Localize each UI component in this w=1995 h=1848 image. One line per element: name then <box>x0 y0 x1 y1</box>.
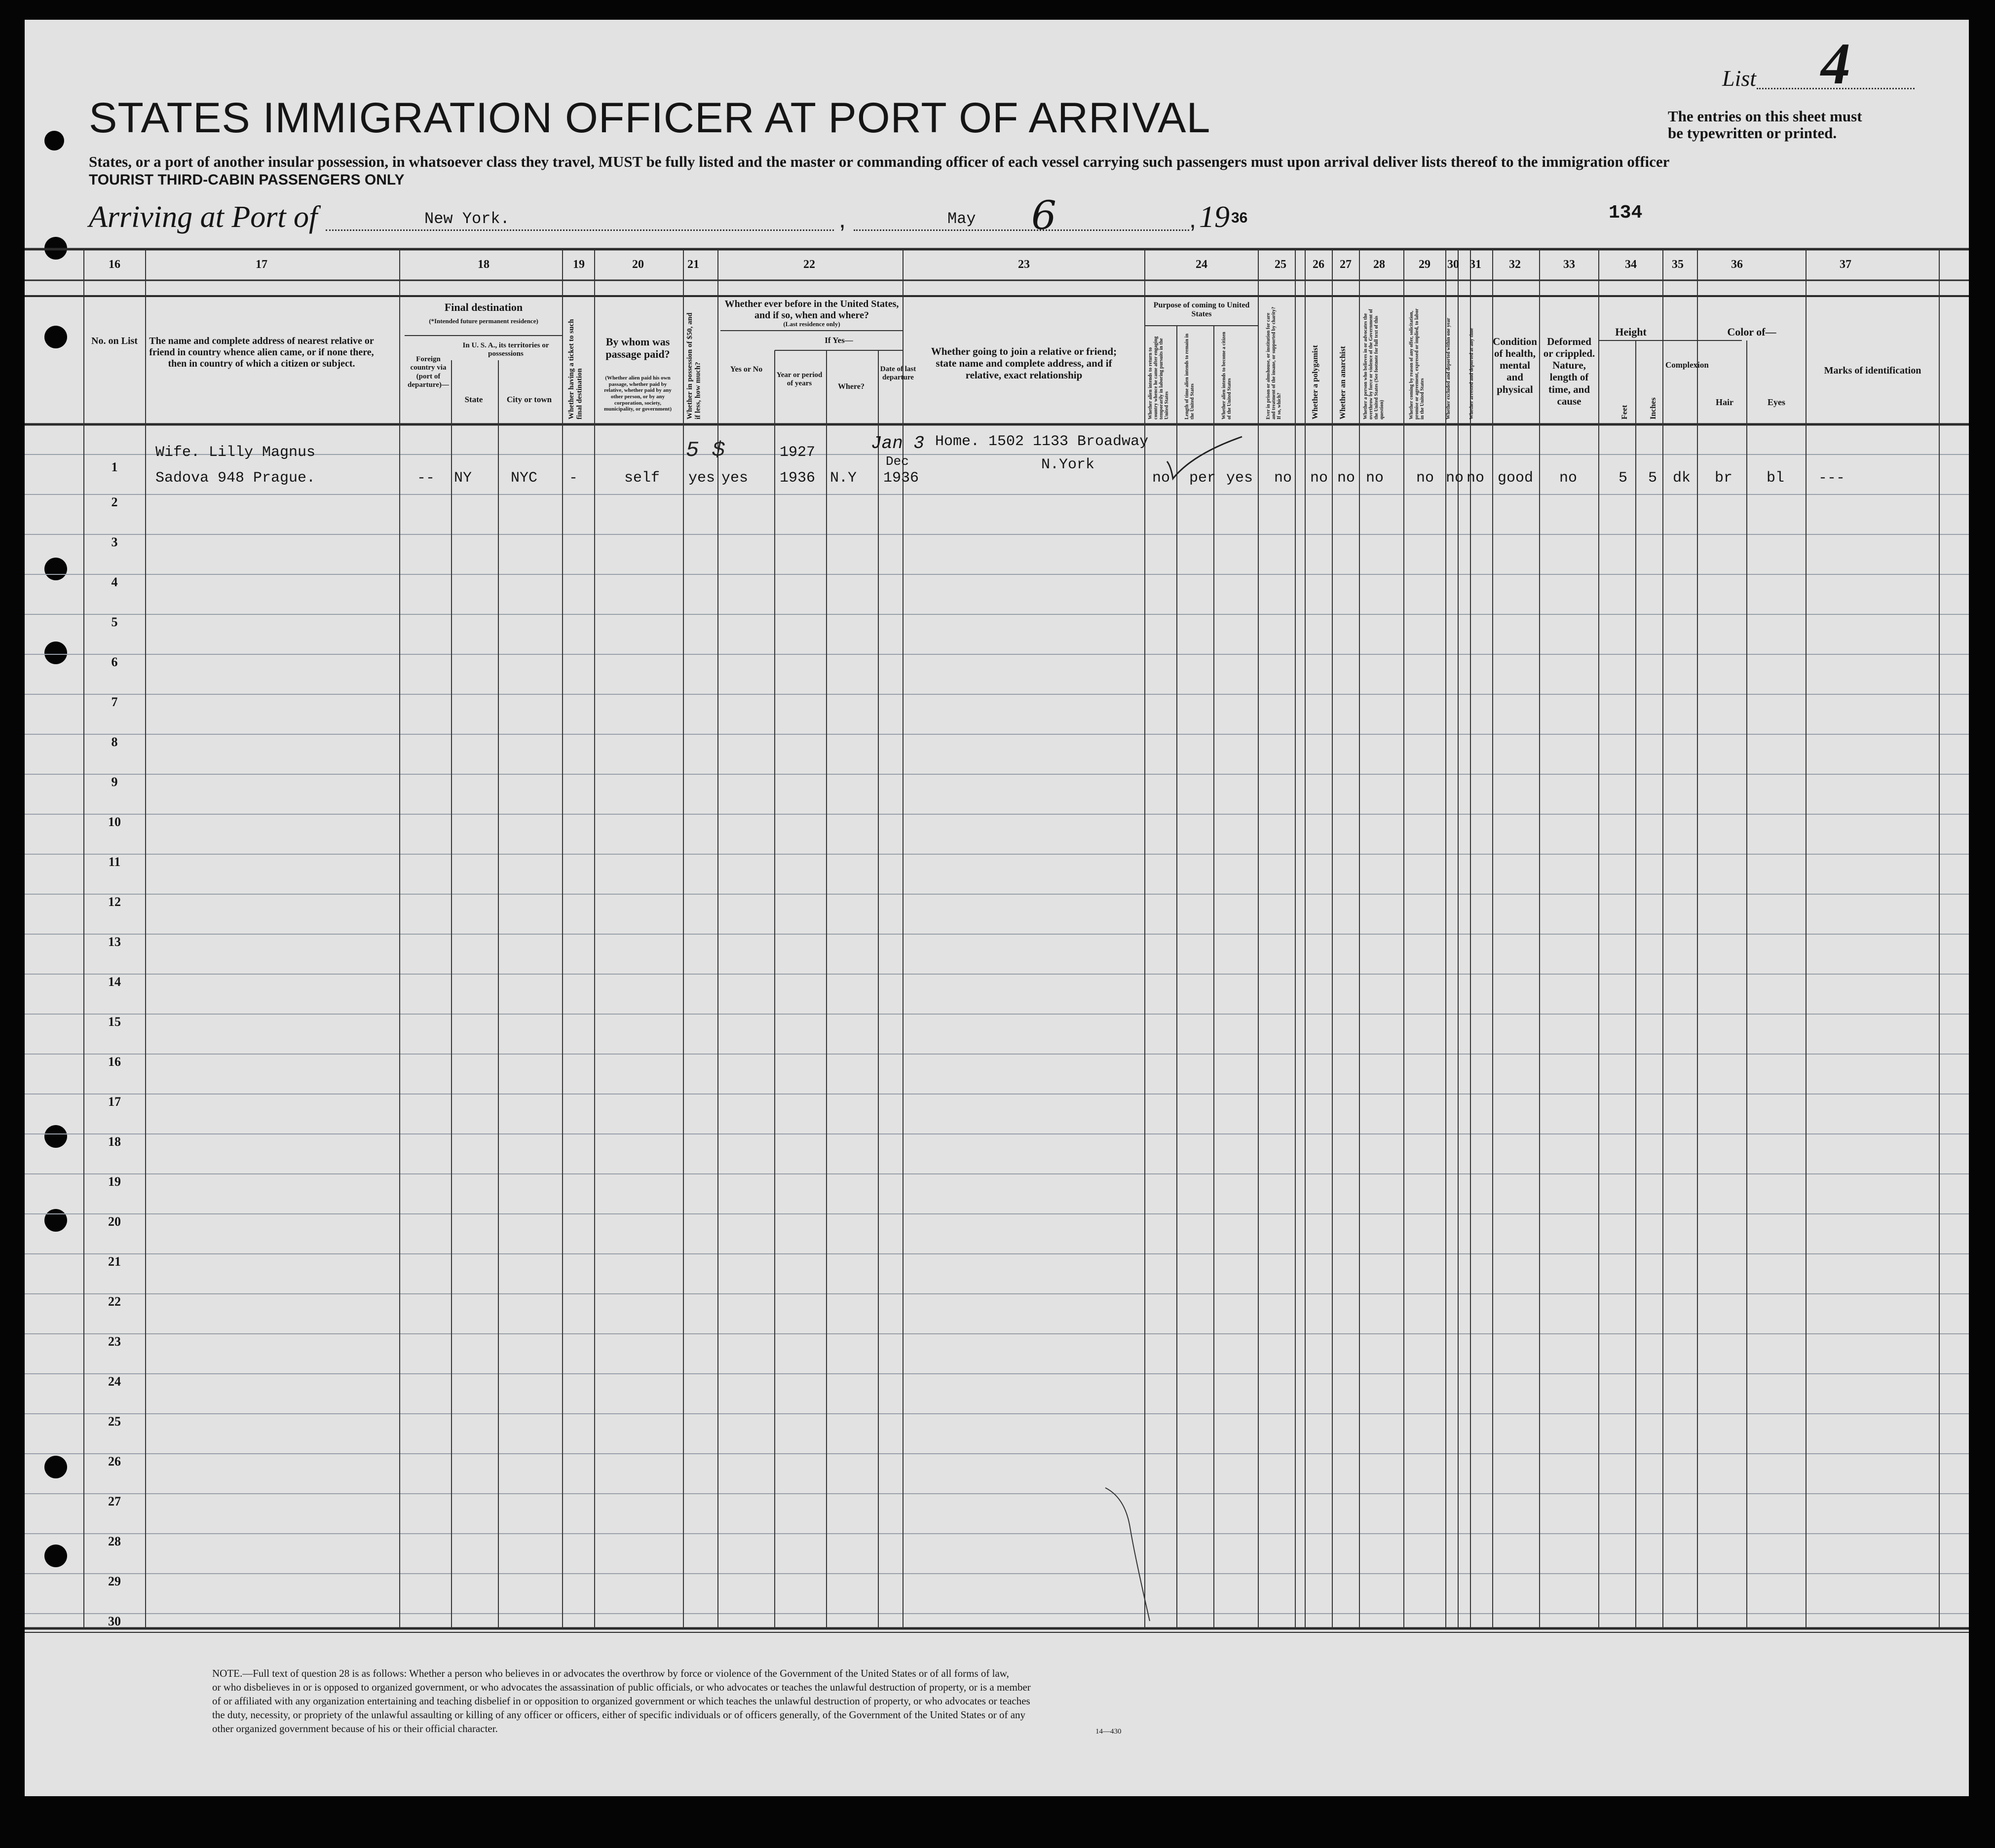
row-number: 21 <box>108 1254 121 1269</box>
row-number: 14 <box>108 975 121 989</box>
header-where: Where? <box>838 382 865 391</box>
eyes-value: bl <box>1767 470 1785 487</box>
row-number: 5 <box>111 615 118 629</box>
sheet-number: 134 <box>1609 202 1643 224</box>
foreign-port-value: -- <box>417 470 435 487</box>
money-handwritten: 5 $ <box>686 438 725 463</box>
row-number: 24 <box>108 1374 121 1389</box>
arrival-day: 6 <box>1031 192 1056 238</box>
header-purpose: Purpose of coming to United States <box>1153 301 1250 319</box>
header-date-last-departure: Date of last departure <box>880 365 916 382</box>
state-value: NY <box>454 470 472 487</box>
column-number: 22 <box>803 258 815 271</box>
row-number: 17 <box>108 1094 121 1109</box>
deformed-value: no <box>1559 470 1578 487</box>
row-number: 15 <box>108 1015 121 1029</box>
row-number: 18 <box>108 1134 121 1149</box>
years-line2: 1936 <box>780 470 816 487</box>
footnote-line: NOTE.—Full text of question 28 is as follows: Whether a person who believes in or advocates the overthrow by force or violence of the Government of the United States or of all forms of law, <box>212 1667 1009 1679</box>
column-number: 30 <box>1447 258 1459 271</box>
header-health: Condition of health, mental and physical <box>1493 336 1537 395</box>
header-overthrow: Whether a person who believes in or advocates the overthrow by force or violence of the Government of the United States (See footnote for full text of this question) <box>1363 309 1385 419</box>
header-arrested: Whether arrested and deported at any time <box>1469 328 1474 419</box>
list-number: 4 <box>1821 31 1850 96</box>
years-line1: 1927 <box>780 444 816 461</box>
header-going-to-join: Whether going to join a relative or friend; state name and complete address, and if relative, exact relationship <box>931 345 1117 381</box>
column-number: 34 <box>1625 258 1637 271</box>
citizen-intent-value: yes <box>1226 470 1253 487</box>
header-if-yes: If Yes— <box>825 336 853 345</box>
header-passage-paid-note: (Whether alien paid his own passage, whether paid by relative, whether paid by any other person, or by any corporation, society, municipality, or government) <box>604 375 672 413</box>
city-value: NYC <box>511 470 538 487</box>
anarchist-value: no <box>1337 470 1355 487</box>
header-inches: Inches <box>1649 397 1657 419</box>
column-number: 29 <box>1419 258 1430 271</box>
row-number: 11 <box>108 855 121 869</box>
relative-address: Sadova 948 Prague. <box>155 470 316 487</box>
column-number: 31 <box>1469 258 1481 271</box>
header-deformed: Deformed or crippled. Nature, length of time, and cause <box>1543 336 1595 407</box>
header-in-usa: In U. S. A., its territories or possessions <box>462 341 549 358</box>
header-nearest-relative: The name and complete address of nearest relative or friend in country whence alien came, or if none there, then in country of which a citizen or subject. <box>149 336 374 369</box>
header-excluded: Whether excluded and deported within one year <box>1446 318 1451 419</box>
header-passage-paid: By whom was passage paid? <box>605 336 670 361</box>
port-name: New York. <box>424 210 510 228</box>
column-number: 25 <box>1275 258 1286 271</box>
row-number: 22 <box>108 1294 121 1309</box>
row-number: 1 <box>111 460 118 474</box>
header-length-of-stay: Length of time alien intends to remain in the United States <box>1184 334 1195 419</box>
relative-name: Wife. Lilly Magnus <box>155 444 316 461</box>
overthrow-value: no <box>1366 470 1384 487</box>
header-citizen-intent: Whether alien intends to become a citizen of the United States <box>1221 332 1232 419</box>
complexion-value: dk <box>1673 470 1691 487</box>
header-final-destination-note: (*Intended future permanent residence) <box>429 317 538 325</box>
row-number: 9 <box>111 775 118 789</box>
row-number: 29 <box>108 1574 121 1588</box>
ticket-value: - <box>569 470 578 487</box>
row-number: 27 <box>108 1494 121 1509</box>
list-label: List <box>1722 66 1757 91</box>
header-height: Height <box>1615 326 1647 338</box>
marks-value: --- <box>1818 470 1845 487</box>
row-number: 19 <box>108 1174 121 1189</box>
header-no-on-list: No. on List <box>91 336 138 346</box>
feet-value: 5 <box>1619 470 1628 487</box>
row-number: 16 <box>108 1055 121 1069</box>
row-number: 4 <box>111 575 118 589</box>
header-color-of: Color of— <box>1727 326 1776 338</box>
row-number: 25 <box>108 1414 121 1429</box>
manifest-grid <box>25 20 1969 1796</box>
header-marks: Marks of identification <box>1824 365 1921 376</box>
header-complexion: Complexion <box>1665 360 1709 370</box>
row-number: 8 <box>111 735 118 749</box>
before-in-us-value: yes <box>721 470 749 487</box>
header-yes-or-no: Yes or No <box>730 365 763 374</box>
column-number: 26 <box>1313 258 1324 271</box>
joining-address: Home. 1502 1133 Broadway <box>935 433 1149 450</box>
check-mark <box>1165 434 1243 484</box>
row-number: 3 <box>111 535 118 549</box>
column-number: 35 <box>1672 258 1684 271</box>
row-number: 30 <box>108 1614 121 1628</box>
manifest-sheet <box>25 20 1969 1796</box>
header-city: City or town <box>506 395 552 404</box>
header-money: Whether in possession of $50, and if less, how much? <box>686 312 702 419</box>
inches-value: 5 <box>1648 470 1657 487</box>
row-number: 26 <box>108 1454 121 1469</box>
header-prison: Ever in prison or almshouse, or institution for care and treatment of the insane, or supported by charity? If so, which? <box>1266 306 1282 419</box>
column-number: 24 <box>1196 258 1207 271</box>
row-number: 13 <box>108 935 121 949</box>
column-number: 19 <box>573 258 585 271</box>
health-value: good <box>1498 470 1534 487</box>
arriving-label: Arriving at Port of <box>89 200 318 234</box>
arrested-value: no <box>1467 470 1485 487</box>
column-number: 17 <box>256 258 267 271</box>
column-number: 37 <box>1840 258 1851 271</box>
comma: , <box>1189 205 1196 233</box>
where-value: N.Y <box>830 470 857 487</box>
row-number: 2 <box>111 495 118 509</box>
column-number: 28 <box>1373 258 1385 271</box>
labor-offer-value: no <box>1416 470 1434 487</box>
header-feet: Feet <box>1620 405 1629 419</box>
header-labor-offer: Whether coming by reason of any offer, solicitation, promise or agreement, expressed or implied, to labor in the United States <box>1409 308 1425 419</box>
column-number: 18 <box>478 258 489 271</box>
footnote-line: the duty, necessity, or propriety of the unlawful assaulting or killing of any officer or officers, either of specific individuals or of officers generally, of the Government of the United States or of any <box>212 1709 1026 1721</box>
passage-paid-value: self <box>624 470 660 487</box>
header-polygamist: Whether a polygamist <box>1311 345 1319 419</box>
footnote-line: or who disbelieves in or is opposed to organized government, or who advocates the assassination of public officials, or who advocates or teaches the unlawful destruction of property, or is a member <box>212 1681 1031 1693</box>
prison-value: no <box>1274 470 1292 487</box>
length-of-stay-value: per <box>1189 470 1216 487</box>
column-number: 23 <box>1018 258 1030 271</box>
arrival-month: May <box>947 210 976 228</box>
column-number: 27 <box>1340 258 1352 271</box>
passenger-class: TOURIST THIRD-CABIN PASSENGERS ONLY <box>89 172 405 188</box>
form-title: STATES IMMIGRATION OFFICER AT PORT OF ARRIVAL <box>89 94 1211 142</box>
departure-line2: Dec <box>886 454 909 469</box>
year-suffix: 36 <box>1231 210 1248 226</box>
header-eyes: Eyes <box>1768 397 1785 407</box>
comma: , <box>839 205 846 233</box>
hair-value: br <box>1715 470 1733 487</box>
row-number: 28 <box>108 1534 121 1548</box>
footnote-line: of or affiliated with any organization entertaining and teaching disbelief in or opposition to organized government or which teaches the unlawful destruction of property, or who advocates or teaches <box>212 1695 1030 1707</box>
return-intent-value: no <box>1152 470 1170 487</box>
column-number: 32 <box>1509 258 1521 271</box>
header-anarchist: Whether an anarchist <box>1339 346 1347 419</box>
instructions-text: States, or a port of another insular possession, in whatsoever class they travel, MUST be fully listed and the master or commanding officer of each vessel carrying such passengers must upon arrival deliver lists thereof to the immigration officer <box>89 153 1670 170</box>
header-final-destination: Final destination <box>444 301 523 313</box>
header-state: State <box>464 395 483 404</box>
row-number: 10 <box>108 815 121 829</box>
year-prefix: 19 <box>1199 200 1230 234</box>
typewritten-notice-line2: be typewritten or printed. <box>1668 124 1837 142</box>
excluded-value: no <box>1446 470 1464 487</box>
column-number: 36 <box>1731 258 1743 271</box>
header-return-intent: Whether alien intends to return to country whence he came after engaging temporarily in laboring pursuits in the United States <box>1148 336 1169 419</box>
form-code: 14—430 <box>1095 1728 1122 1735</box>
column-number: 20 <box>632 258 644 271</box>
money-value: yes <box>688 470 715 487</box>
header-foreign-port: Foreign country via (port of departure)— <box>408 355 449 389</box>
departure-line1: Jan 3 <box>871 433 925 453</box>
row-number: 7 <box>111 695 118 709</box>
header-hair: Hair <box>1716 397 1733 407</box>
row-number: 12 <box>108 895 121 909</box>
header-before-in-us-note: (Last residence only) <box>783 320 840 328</box>
joining-city: N.York <box>1041 456 1095 473</box>
polygamist-value: no <box>1310 470 1328 487</box>
departure-line3: 1936 <box>883 470 919 487</box>
header-year-period: Year or period of years <box>776 371 823 388</box>
row-number: 6 <box>111 655 118 669</box>
column-number: 16 <box>109 258 120 271</box>
header-ticket: Whether having a ticket to such final destination <box>567 319 584 419</box>
typewritten-notice-line1: The entries on this sheet must <box>1668 108 1862 125</box>
row-number: 23 <box>108 1334 121 1349</box>
row-number: 20 <box>108 1214 121 1229</box>
column-number: 21 <box>687 258 699 271</box>
header-before-in-us: Whether ever before in the United States, and if so, when and where? <box>724 299 899 321</box>
footnote-line: other organized government because of his or their official character. <box>212 1723 498 1735</box>
column-number: 33 <box>1563 258 1575 271</box>
